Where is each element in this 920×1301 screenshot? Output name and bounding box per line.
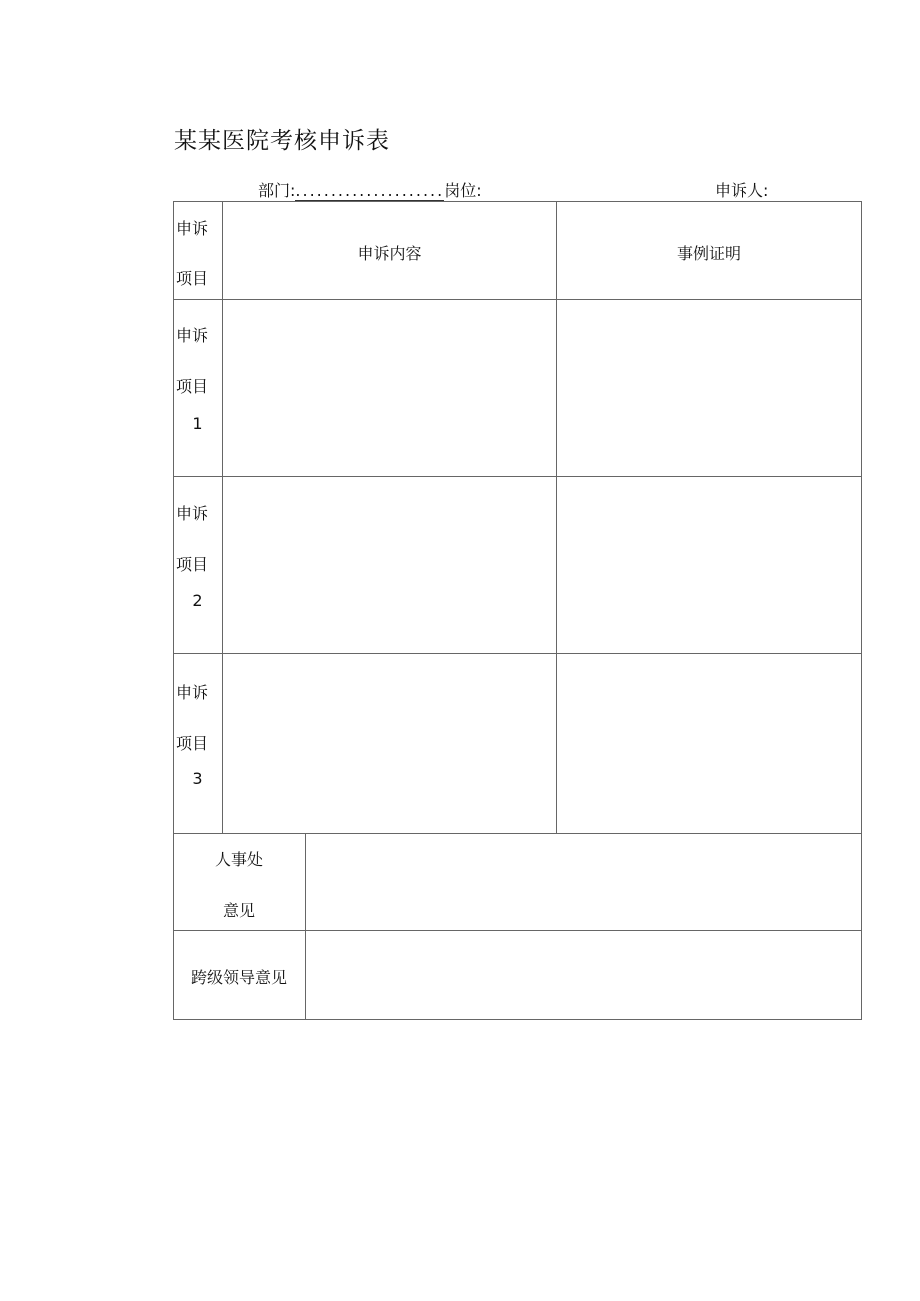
header-item-line2: 项目 xyxy=(176,269,209,288)
page-title: 某某医院考核申诉表 xyxy=(174,128,390,154)
department-fill-line[interactable]: ..................... xyxy=(295,181,445,200)
row1-evidence-cell[interactable] xyxy=(557,300,861,476)
table-border-top xyxy=(173,201,862,202)
row2-content-cell[interactable] xyxy=(223,477,556,653)
row3-content-cell[interactable] xyxy=(223,654,556,833)
table-border-right xyxy=(861,201,862,1020)
hr-opinion-label-line2: 意见 xyxy=(222,901,255,920)
row2-number: 2 xyxy=(192,591,203,610)
header-item-line1: 申诉 xyxy=(176,219,209,238)
row1-content-cell[interactable] xyxy=(223,300,556,476)
hr-opinion-cell[interactable] xyxy=(306,834,861,930)
row3-label-line2: 项目 xyxy=(176,734,209,753)
row2-label-line1: 申诉 xyxy=(176,504,209,523)
row3-evidence-cell[interactable] xyxy=(557,654,861,833)
row2-label-line2: 项目 xyxy=(176,555,209,574)
hr-opinion-label-line1: 人事处 xyxy=(214,850,263,869)
table-border-bottom xyxy=(173,1019,862,1020)
appeal-table xyxy=(173,201,862,1020)
appellant-label: 申诉人: xyxy=(715,181,769,200)
department-label: 部门: xyxy=(258,181,296,200)
header-content: 申诉内容 xyxy=(357,244,422,263)
department-field xyxy=(258,178,482,201)
row1-label-line2: 项目 xyxy=(176,377,209,396)
position-label: 岗位: xyxy=(444,181,482,200)
row3-number: 3 xyxy=(192,769,203,788)
row3-label-line1: 申诉 xyxy=(176,683,209,702)
row1-number: 1 xyxy=(192,414,203,433)
row1-label-line1: 申诉 xyxy=(176,326,209,345)
leader-opinion-cell[interactable] xyxy=(306,931,861,1019)
leader-opinion-label: 跨级领导意见 xyxy=(190,968,287,987)
row2-evidence-cell[interactable] xyxy=(557,477,861,653)
header-evidence: 事例证明 xyxy=(676,244,741,263)
